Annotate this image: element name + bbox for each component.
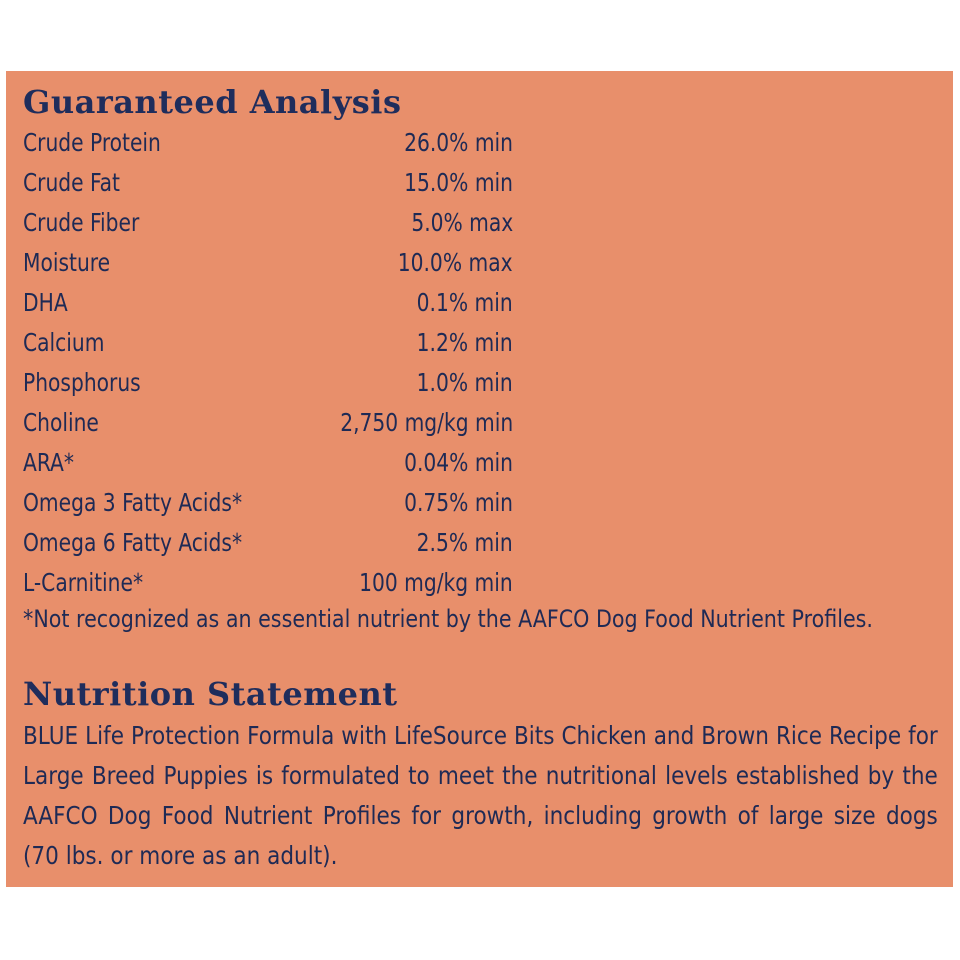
nutrient-value: 1.2% min (416, 328, 513, 357)
analysis-row (23, 366, 583, 406)
nutrient-value: 2,750 mg/kg min (340, 408, 513, 437)
analysis-row (23, 566, 583, 606)
nutrient-label: Crude Fat (23, 168, 120, 197)
nutrient-value: 100 mg/kg min (359, 568, 513, 597)
analysis-row (23, 486, 583, 526)
analysis-row (23, 406, 583, 446)
nutrient-label: Calcium (23, 328, 105, 357)
analysis-row (23, 526, 583, 566)
nutrient-value: 0.04% min (404, 448, 513, 477)
analysis-row (23, 166, 583, 206)
nutrient-label: Choline (23, 408, 99, 437)
nutrient-value: 2.5% min (416, 528, 513, 557)
nutrient-value: 0.1% min (416, 288, 513, 317)
nutrition-statement-body: BLUE Life Protection Formula with LifeSource Bits Chicken and Brown Rice Recipe for Large Breed Puppies is formulated to meet the nutritional levels established by the AAFCO Dog Food Nutrient Profiles for growth, including growth of large size dogs (70 lbs. or more as an adult). (23, 721, 938, 870)
nutrient-label: Crude Fiber (23, 208, 140, 237)
nutrient-label: L-Carnitine* (23, 568, 144, 597)
nutrient-label: Omega 3 Fatty Acids* (23, 488, 243, 517)
analysis-row (23, 206, 583, 246)
analysis-row (23, 326, 583, 366)
nutrient-value: 10.0% max (398, 248, 513, 277)
nutrient-label: ARA* (23, 448, 74, 477)
nutrition-panel (6, 71, 953, 887)
nutrition-statement-text (23, 716, 938, 876)
nutrient-label: Crude Protein (23, 128, 161, 157)
nutrient-value: 15.0% min (404, 168, 513, 197)
nutrient-label: DHA (23, 288, 68, 317)
analysis-row (23, 246, 583, 286)
nutrition-statement-title: Nutrition Statement (23, 675, 398, 713)
nutrient-label: Omega 6 Fatty Acids* (23, 528, 243, 557)
nutrient-value: 5.0% max (411, 208, 513, 237)
nutrient-label: Moisture (23, 248, 111, 277)
nutrient-value: 1.0% min (416, 368, 513, 397)
nutrient-label: Phosphorus (23, 368, 141, 397)
analysis-footnote: *Not recognized as an essential nutrient by the AAFCO Dog Food Nutrient Profiles. (23, 605, 873, 633)
nutrient-value: 0.75% min (404, 488, 513, 517)
analysis-table (23, 126, 583, 606)
analysis-row (23, 286, 583, 326)
nutrient-value: 26.0% min (404, 128, 513, 157)
analysis-row (23, 126, 583, 166)
analysis-row (23, 446, 583, 486)
guaranteed-analysis-title: Guaranteed Analysis (23, 83, 402, 121)
